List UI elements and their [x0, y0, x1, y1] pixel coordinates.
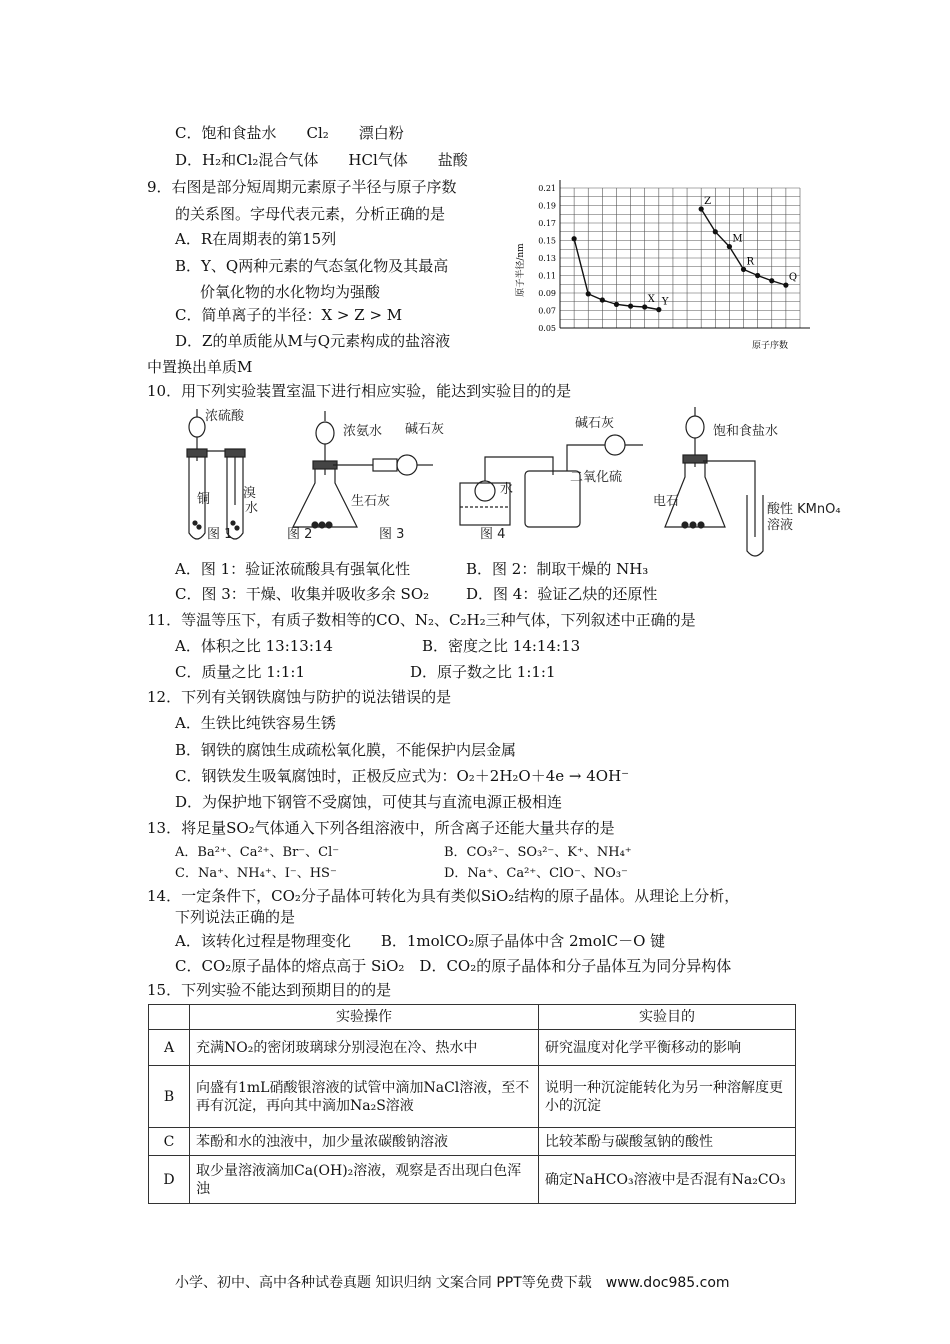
y-tick-label: 0.21 [538, 184, 556, 193]
header-cell [149, 1005, 190, 1030]
data-point [755, 273, 760, 278]
q9-option-c: C．简单离子的半径：X > Z > M [175, 306, 403, 324]
q9-option-d-1: D．Z的单质能从M与Q元素构成的盐溶液 [175, 332, 451, 350]
row-operation: 取少量溶液滴加Ca(OH)₂溶液，观察是否出现白色浑浊 [190, 1156, 539, 1204]
table-row [149, 1128, 796, 1156]
row-letter: B [149, 1066, 190, 1128]
row-purpose: 确定NaHCO₃溶液中是否混有Na₂CO₃ [539, 1156, 796, 1204]
table-header-row [149, 1005, 796, 1030]
data-point [572, 236, 577, 241]
fig4-label-water: 水 [500, 482, 514, 497]
point-label: Q [788, 272, 798, 284]
y-tick-label: 0.09 [538, 289, 556, 298]
chart-series [572, 206, 789, 312]
point-labels [648, 196, 797, 308]
fig5-label-brine: 饱和食盐水 [713, 424, 779, 439]
fig5-label-kmno4: 酸性 KMnO₄ [767, 502, 841, 517]
q12-option-c: C．钢铁发生吸氧腐蚀时，正极反应式为：O₂＋2H₂O＋4e → 4OH⁻ [175, 767, 630, 785]
fig2-label-quicklime: 生石灰 [351, 494, 391, 509]
point-label: R [746, 256, 755, 268]
y-tick-label: 0.07 [538, 306, 556, 316]
table-row [149, 1156, 796, 1204]
row-operation: 苯酚和水的浊液中，加少量浓碳酸钠溶液 [190, 1128, 539, 1156]
figure-1 [187, 409, 245, 539]
q10-stem: 10．用下列实验装置室温下进行相应实验，能达到实验目的的是 [147, 382, 572, 400]
row-purpose: 研究温度对化学平衡移动的影响 [539, 1030, 796, 1066]
header-cell: 实验目的 [539, 1005, 796, 1030]
fig2-label-soda-lime: 碱石灰 [405, 422, 445, 437]
data-point [600, 297, 605, 302]
y-tick-label: 0.19 [538, 201, 556, 211]
page-footer: 小学、初中、高中各种试卷真题 知识归纳 文案合同 PPT等免费下载 www.doc985.com [175, 1275, 730, 1291]
q11-option-c: C．质量之比 1:1:1 [175, 663, 305, 681]
row-operation: 充满NO₂的密闭玻璃球分别浸泡在冷、热水中 [190, 1030, 539, 1066]
data-point [628, 304, 633, 309]
fig1-label-water: 水 [245, 501, 259, 516]
data-point [727, 244, 732, 249]
fig1-caption: 图 1 [207, 527, 233, 542]
header-cell: 实验操作 [190, 1005, 539, 1030]
data-point [699, 206, 704, 211]
q13-option-c: C．Na⁺、NH₄⁺、I⁻、HS⁻ [175, 866, 337, 881]
row-letter: C [149, 1128, 190, 1156]
fig1-label-conc-h2so4: 浓硫酸 [205, 409, 245, 424]
q8-option-c: C．饱和食盐水 Cl₂ 漂白粉 [175, 124, 404, 142]
table-row [149, 1066, 796, 1128]
fig5-label-solution: 溶液 [767, 518, 794, 533]
q9-stem-1: 9．右图是部分短周期元素原子半径与原子序数 [147, 178, 457, 196]
q14-options-ab: A．该转化过程是物理变化 B．1molCO₂原子晶体中含 2molC－O 键 [175, 932, 666, 950]
q9-option-d-2: 中置换出单质M [147, 358, 253, 376]
data-point [783, 283, 788, 288]
y-tick-labels [538, 184, 556, 333]
fig5-label-calcium-carbide: 电石 [653, 494, 680, 509]
q9-option-a: A．R在周期表的第15列 [175, 230, 337, 248]
fig4-label-so2: 二氧化硫 [570, 470, 623, 485]
row-purpose: 比较苯酚与碳酸氢钠的酸性 [539, 1128, 796, 1156]
q14-stem-1: 14．一定条件下，CO₂分子晶体可转化为具有类似SiO₂结构的原子晶体。从理论上分析， [147, 887, 740, 905]
y-tick-label: 0.05 [538, 324, 556, 333]
y-tick-label: 0.15 [538, 236, 556, 246]
q10-option-d: D．图 4：验证乙炔的还原性 [466, 585, 658, 603]
q11-stem: 11．等温等压下，有质子数相等的CO、N₂、C₂H₂三种气体，下列叙述中正确的是 [147, 611, 696, 629]
q10-option-b: B．图 2：制取干燥的 NH₃ [466, 560, 649, 578]
data-point [642, 304, 647, 309]
q13-stem: 13．将足量SO₂气体通入下列各组溶液中，所含离子还能大量共存的是 [147, 819, 615, 837]
table-row [149, 1030, 796, 1066]
fig3-caption: 图 3 [379, 527, 405, 542]
q9-option-b-2: 价氧化物的水化物均为强酸 [200, 283, 381, 301]
q12-stem: 12．下列有关钢铁腐蚀与防护的说法错误的是 [147, 688, 452, 706]
q12-option-b: B．钢铁的腐蚀生成疏松氧化膜，不能保护内层金属 [175, 741, 517, 759]
row-operation: 向盛有1mL硝酸银溶液的试管中滴加NaCl溶液，至不再有沉淀，再向其中滴加Na₂S溶液 [190, 1066, 539, 1128]
q14-stem-2: 下列说法正确的是 [175, 908, 296, 926]
fig4-label-soda-lime: 碱石灰 [575, 416, 615, 431]
fig1-label-copper: 铜 [197, 492, 211, 507]
point-label: M [732, 233, 743, 245]
fig4-caption: 图 4 [480, 527, 506, 542]
data-point [741, 267, 746, 272]
data-point [614, 302, 619, 307]
point-label: Z [704, 196, 712, 207]
x-axis-label: 原子序数 [751, 341, 789, 351]
q10-option-c: C．图 3：干燥、收集并吸收多余 SO₂ [175, 585, 430, 603]
fig2-caption: 图 2 [287, 527, 313, 542]
q9-stem-2: 的关系图。字母代表元素，分析正确的是 [175, 205, 446, 223]
q8-option-d: D．H₂和Cl₂混合气体 HCl气体 盐酸 [175, 151, 468, 169]
data-point [769, 278, 774, 283]
data-point [656, 307, 661, 312]
q13-option-a: A．Ba²⁺、Ca²⁺、Br⁻、Cl⁻ [175, 845, 340, 860]
y-tick-label: 0.13 [538, 254, 556, 263]
q14-options-cd: C．CO₂原子晶体的熔点高于 SiO₂ D．CO₂的原子晶体和分子晶体互为同分异构体 [175, 957, 732, 975]
row-letter: A [149, 1030, 190, 1066]
fig2-label-ammonia: 浓氨水 [343, 424, 383, 439]
q12-option-a: A．生铁比纯铁容易生锈 [175, 714, 336, 732]
data-point [713, 229, 718, 234]
q10-option-a: A．图 1：验证浓硫酸具有强氧化性 [175, 560, 411, 578]
q11-option-d: D．原子数之比 1:1:1 [410, 663, 556, 681]
point-label: Y [661, 296, 669, 308]
data-point [586, 291, 591, 296]
q12-option-d: D．为保护地下钢管不受腐蚀，可使其与直流电源正极相连 [175, 793, 563, 811]
atomic-radius-chart [515, 178, 815, 353]
chart-grid [560, 180, 810, 328]
q15-table [148, 1004, 796, 1204]
q9-option-b-1: B．Y、Q两种元素的气态氢化物及其最高 [175, 257, 449, 275]
apparatus-figures [175, 405, 855, 560]
y-tick-label: 0.17 [538, 219, 556, 228]
q13-option-d: D．Na⁺、Ca²⁺、ClO⁻、NO₃⁻ [444, 866, 628, 881]
q11-option-b: B．密度之比 14:14:13 [422, 637, 581, 655]
row-purpose: 说明一种沉淀能转化为另一种溶解度更小的沉淀 [539, 1066, 796, 1128]
point-label: X [647, 294, 655, 305]
y-tick-label: 0.11 [538, 271, 556, 281]
q13-option-b: B．CO₃²⁻、SO₃²⁻、K⁺、NH₄⁺ [444, 845, 632, 860]
fig1-label-bromine: 溴 [243, 486, 257, 501]
row-letter: D [149, 1156, 190, 1204]
q15-stem: 15．下列实验不能达到预期目的的是 [147, 981, 392, 999]
q11-option-a: A．体积之比 13:13:14 [175, 637, 333, 655]
y-axis-label: 原子半径/nm [516, 243, 526, 297]
